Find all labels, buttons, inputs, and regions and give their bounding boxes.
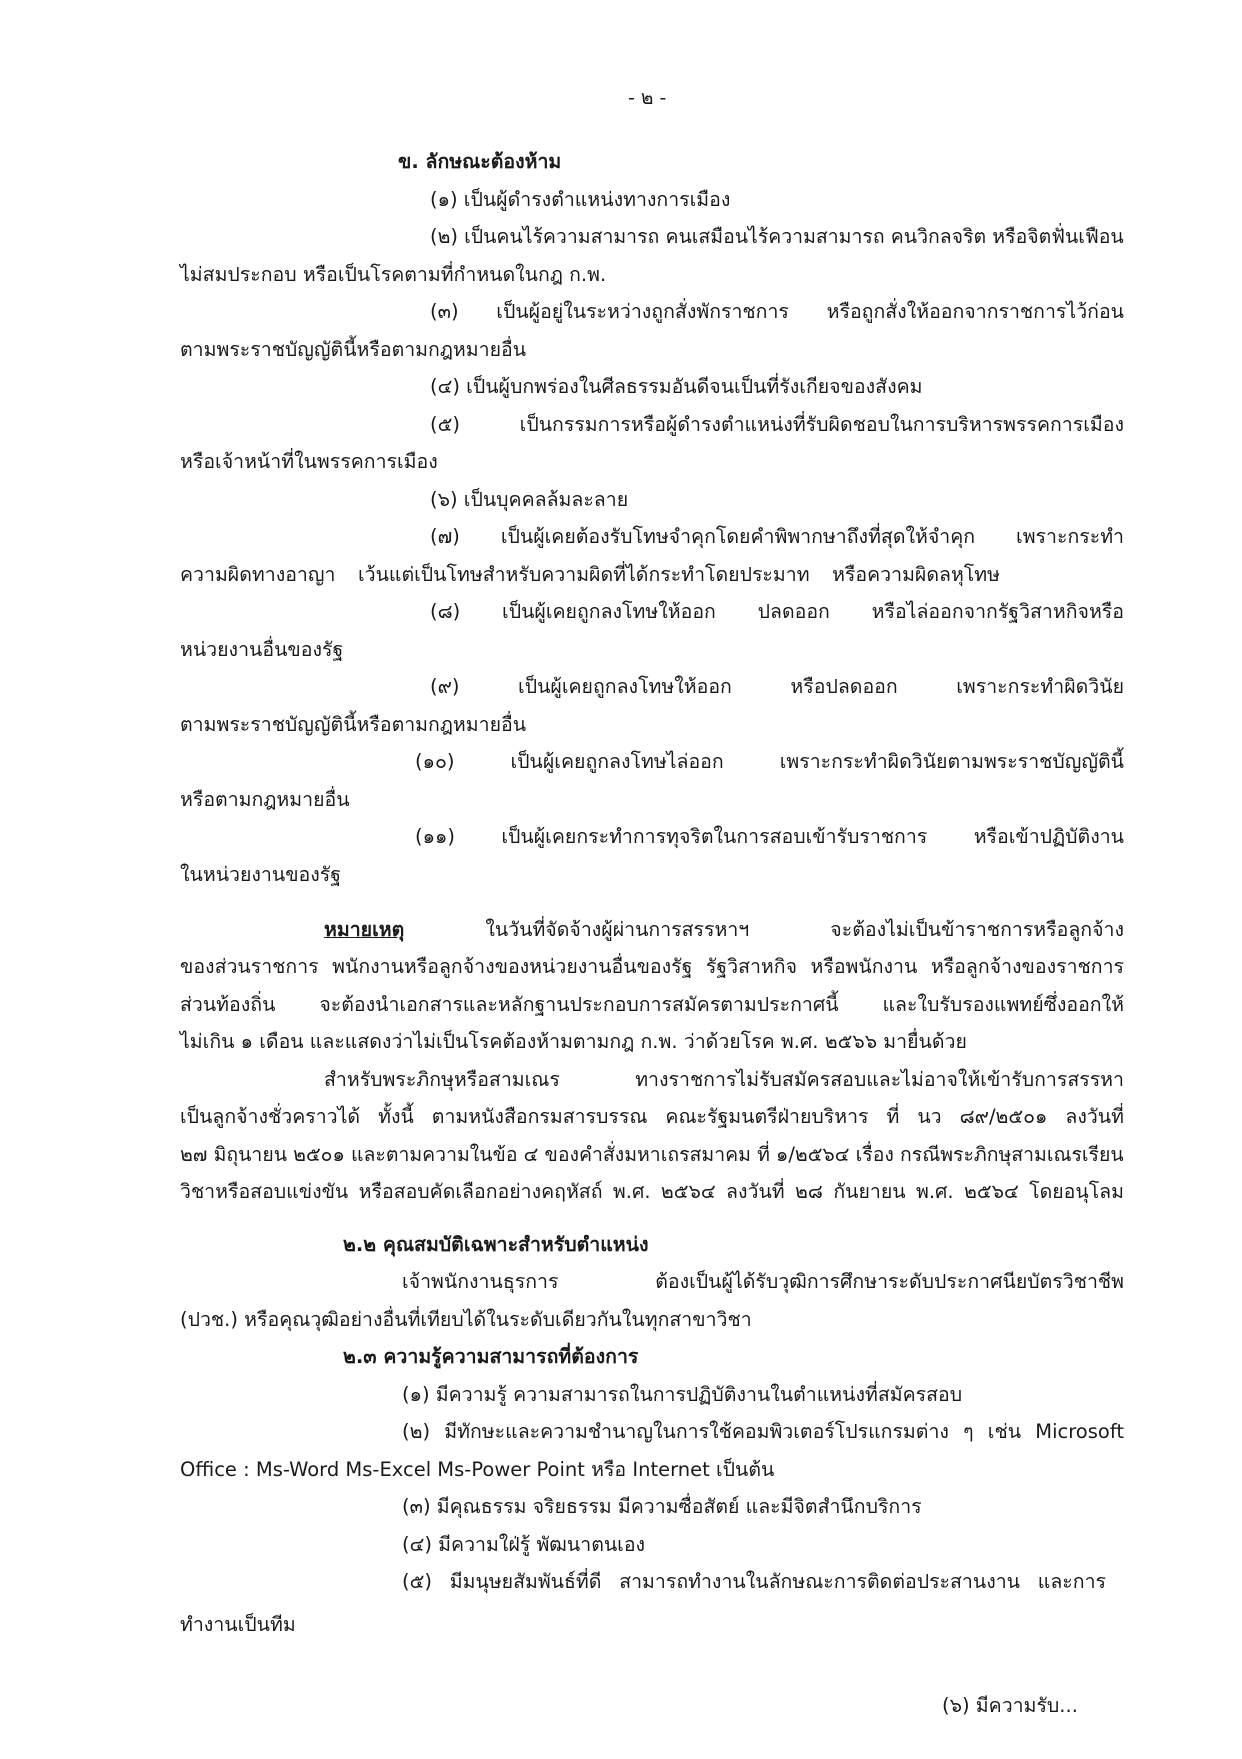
kh-item-9-cont: ตามพระราชบัญญัตินี้หรือตามกฎหมายอื่น <box>180 713 527 736</box>
note-line-1 <box>324 916 1124 944</box>
note-label: หมายเหตุ <box>324 918 405 941</box>
section-2-3-item-1: (๑) มีความรู้ ความสามารถในการปฏิบัติงานในตำแหน่งที่สมัครสอบ <box>402 1383 963 1406</box>
kh-item-10: (๑๐) เป็นผู้เคยถูกลงโทษไล่ออก เพราะกระทำผิดวินัยตามพระราชบัญญัตินี้ <box>415 750 1124 773</box>
section-2-2-line-2: (ปวช.) หรือคุณวุฒิอย่างอื่นที่เทียบได้ในระดับเดียวกันในทุกสาขาวิชา <box>180 1308 752 1331</box>
section-2-3-item-5: (๕) มีมนุษยสัมพันธ์ที่ดี สามารถทำงานในลักษณะการติดต่อประสานงาน และการ <box>402 1570 1106 1593</box>
kh-item-2-cont: ไม่สมประกอบ หรือเป็นโรคตามที่กำหนดในกฎ ก.พ. <box>180 263 607 286</box>
section-2-3-heading: ๒.๓ ความรู้ความสามารถที่ต้องการ <box>343 1345 639 1368</box>
kh-item-11-cont: ในหน่วยงานของรัฐ <box>180 863 342 886</box>
section-2-3-item-2: (๒) มีทักษะและความชำนาญในการใช้คอมพิวเตอร์โปรแกรมต่าง ๆ เช่น Microsoft <box>402 1420 1124 1443</box>
section-2-3-item-4: (๔) มีความใฝ่รู้ พัฒนาตนเอง <box>402 1533 646 1556</box>
kh-item-2: (๒) เป็นคนไร้ความสามารถ คนเสมือนไร้ความสามารถ คนวิกลจริต หรือจิตฟั่นเฟือน <box>430 225 1124 248</box>
monk-line-3: ๒๗ มิถุนายน ๒๕๐๑ และตามความในข้อ ๔ ของคำสั่งมหาเถรสมาคม ที่ ๑/๒๕๖๔ เรื่อง กรณีพระภิกษุสามเณรเรียน <box>180 1143 1124 1166</box>
kh-item-7-cont: ความผิดทางอาญา เว้นแต่เป็นโทษสำหรับความผิดที่ได้กระทำโดยประมาท หรือความผิดลหุโทษ <box>180 563 1000 586</box>
kh-item-10-cont: หรือตามกฎหมายอื่น <box>180 788 350 811</box>
kh-item-3: (๓) เป็นผู้อยู่ในระหว่างถูกสั่งพักราชการ หรือถูกสั่งให้ออกจากราชการไว้ก่อน <box>430 300 1124 323</box>
continuation-text: (๖) มีความรับ... <box>942 1694 1078 1717</box>
note-first-text: ในวันที่จัดจ้างผู้ผ่านการสรรหาฯ จะต้องไม่เป็นข้าราชการหรือลูกจ้าง <box>404 918 1124 941</box>
note-line-4: ไม่เกิน ๑ เดือน และแสดงว่าไม่เป็นโรคต้องห้ามตามกฎ ก.พ. ว่าด้วยโรค พ.ศ. ๒๕๖๖ มายื่นด้วย <box>180 1030 967 1053</box>
section-2-2-line-1: เจ้าพนักงานธุรการ ต้องเป็นผู้ได้รับวุฒิการศึกษาระดับประกาศนียบัตรวิชาชีพ <box>402 1270 1124 1293</box>
kh-item-8-cont: หน่วยงานอื่นของรัฐ <box>180 638 344 661</box>
page-number: - ๒ - <box>628 87 667 109</box>
section-2-3-item-2-cont: Office : Ms-Word Ms-Excel Ms-Power Point หรือ Internet เป็นต้น <box>180 1458 775 1481</box>
monk-line-4: วิชาหรือสอบแข่งขัน หรือสอบคัดเลือกอย่างคฤหัสถ์ พ.ศ. ๒๕๖๔ ลงวันที่ ๒๘ กันยายน พ.ศ. ๒๕๖๔ โดยอนุโลม <box>180 1180 1124 1203</box>
monk-line-2: เป็นลูกจ้างชั่วคราวได้ ทั้งนี้ ตามหนังสือกรมสารบรรณ คณะรัฐมนตรีฝ่ายบริหาร ที่ นว ๘๙/๒๕๐๑ ลงวันที่ <box>180 1105 1124 1128</box>
kh-item-6: (๖) เป็นบุคคลล้มละลาย <box>430 488 629 511</box>
section-2-3-item-3: (๓) มีคุณธรรม จริยธรรม มีความซื่อสัตย์ และมีจิตสำนึกบริการ <box>402 1495 922 1518</box>
monk-line-1: สำหรับพระภิกษุหรือสามเณร ทางราชการไม่รับสมัครสอบและไม่อาจให้เข้ารับการสรรหา <box>324 1068 1124 1091</box>
kh-item-5-cont: หรือเจ้าหน้าที่ในพรรคการเมือง <box>180 450 438 473</box>
section-kh-heading: ข. ลักษณะต้องห้าม <box>398 150 562 173</box>
section-2-3-item-5-cont: ทำงานเป็นทีม <box>180 1613 296 1636</box>
kh-item-1: (๑) เป็นผู้ดำรงตำแหน่งทางการเมือง <box>430 188 731 211</box>
note-line-2: ของส่วนราชการ พนักงานหรือลูกจ้างของหน่วยงานอื่นของรัฐ รัฐวิสาหกิจ หรือพนักงาน หรือลูกจ้างของราชการ <box>180 955 1124 978</box>
kh-item-9: (๙) เป็นผู้เคยถูกลงโทษให้ออก หรือปลดออก เพราะกระทำผิดวินัย <box>430 675 1124 698</box>
kh-item-4: (๔) เป็นผู้บกพร่องในศีลธรรมอันดีจนเป็นที่รังเกียจของสังคม <box>430 375 923 398</box>
kh-item-3-cont: ตามพระราชบัญญัตินี้หรือตามกฎหมายอื่น <box>180 338 527 361</box>
kh-item-5: (๕) เป็นกรรมการหรือผู้ดำรงตำแหน่งที่รับผิดชอบในการบริหารพรรคการเมือง <box>430 413 1124 436</box>
kh-item-7: (๗) เป็นผู้เคยต้องรับโทษจำคุกโดยคำพิพากษาถึงที่สุดให้จำคุก เพราะกระทำ <box>430 525 1124 548</box>
section-2-2-heading: ๒.๒ คุณสมบัติเฉพาะสำหรับตำแหน่ง <box>343 1233 649 1256</box>
kh-item-11: (๑๑) เป็นผู้เคยกระทำการทุจริตในการสอบเข้ารับราชการ หรือเข้าปฏิบัติงาน <box>415 825 1124 848</box>
kh-item-8: (๘) เป็นผู้เคยถูกลงโทษให้ออก ปลดออก หรือไล่ออกจากรัฐวิสาหกิจหรือ <box>430 600 1124 623</box>
note-line-3: ส่วนท้องถิ่น จะต้องนำเอกสารและหลักฐานประกอบการสมัครตามประกาศนี้ และใบรับรองแพทย์ซึ่งออกให้ <box>180 993 1124 1016</box>
